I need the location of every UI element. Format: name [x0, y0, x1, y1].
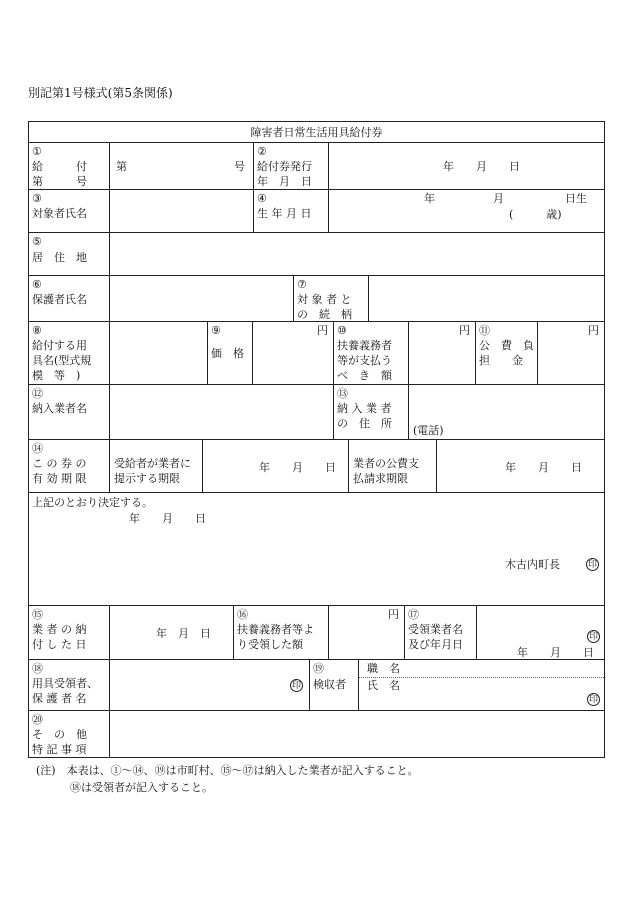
field-text: ⑧ — [32, 324, 42, 337]
field-text: ⑨ — [211, 324, 221, 337]
field-text: ⑪ — [479, 324, 490, 337]
seal-icon: 印 — [291, 681, 301, 691]
field-text: ② — [257, 145, 267, 158]
field-label-delivery-date — [28, 605, 110, 660]
field-public-share[interactable] — [537, 321, 605, 385]
field-label-vendor-name — [28, 384, 110, 440]
field-label-remarks — [28, 710, 110, 758]
field-text: ⑱ — [32, 662, 43, 675]
field-remarks[interactable] — [109, 710, 605, 758]
field-text: ⑰ — [408, 608, 419, 621]
field-text: 業者の公費支 — [353, 457, 419, 470]
field-inspector[interactable] — [358, 659, 605, 711]
field-text: 提示する期限 — [114, 472, 180, 485]
field-label-address — [28, 232, 110, 276]
field-text: 特 記 事 項 — [32, 743, 87, 756]
field-label-presentation-deadline — [109, 439, 203, 493]
field-text: ⑬ — [337, 387, 348, 400]
field-text: 年 月 日 — [259, 461, 336, 474]
field-label-ticket-number — [28, 142, 110, 190]
field-text: 納入業者名 — [32, 402, 87, 415]
field-label-issue-date — [253, 142, 329, 190]
field-label-validity — [28, 439, 110, 493]
decision-section — [28, 492, 605, 606]
field-label-billing-deadline — [348, 439, 437, 493]
field-text: 業 者 の 納 — [32, 623, 87, 636]
field-text: 氏 名 — [367, 679, 400, 692]
field-text: (電話) — [413, 424, 444, 437]
field-label-birth-date — [253, 189, 329, 233]
field-text: 年 月 日 — [257, 175, 312, 188]
field-text: 円 — [317, 324, 328, 337]
field-label-receiving-vendor — [404, 605, 477, 660]
field-text: 円 — [459, 324, 470, 337]
note-line-2: ⑱は受領者が記入すること。 — [70, 781, 213, 794]
field-recipient-name[interactable] — [109, 189, 254, 233]
field-text: 等が支払う — [337, 354, 392, 367]
field-guardian-name[interactable] — [109, 275, 294, 322]
field-text: こ の 券 の — [32, 457, 87, 470]
field-relationship[interactable] — [368, 275, 605, 322]
field-text: 受給者が業者に — [114, 457, 191, 470]
field-text: 年 月 日 — [505, 461, 582, 474]
field-text: ⑤ — [32, 235, 42, 248]
field-text: 円 — [388, 608, 399, 621]
field-presentation-deadline[interactable] — [202, 439, 349, 493]
field-text: ① — [32, 145, 42, 158]
seal-icon: 印 — [588, 632, 598, 642]
field-text: 日生 — [565, 192, 587, 205]
field-text: そ の 他 — [32, 728, 87, 741]
field-text: 年 — [424, 192, 435, 205]
field-text: 用具受領者、 — [32, 677, 98, 690]
field-text: ⑦ — [297, 278, 307, 291]
field-equipment-receiver[interactable] — [109, 659, 310, 711]
field-text: 給付する用 — [32, 339, 87, 352]
field-text: 居 住 地 — [32, 251, 87, 264]
field-text: 対象者氏名 — [32, 207, 87, 220]
field-text: 給付券発行 — [257, 160, 312, 173]
field-birth-date[interactable] — [328, 189, 605, 233]
mayor-title: 木古内町長 — [505, 558, 560, 571]
field-text: ⑥ — [32, 278, 42, 291]
field-label-recipient-name — [28, 189, 110, 233]
field-text: ⑫ — [32, 387, 43, 400]
field-text: 担 金 — [479, 354, 523, 367]
field-receiving-vendor[interactable] — [476, 605, 605, 660]
field-ticket-number[interactable] — [109, 142, 254, 190]
field-text: の 続 柄 — [297, 308, 352, 321]
field-text: べ き 額 — [337, 369, 392, 382]
form-number-label: 別記第1号様式(第5条関係) — [28, 86, 173, 100]
field-text: 付 し た 日 — [32, 638, 87, 651]
field-text: 対 象 者 と — [297, 293, 352, 306]
field-received-amount[interactable] — [328, 605, 405, 660]
field-equipment-name[interactable] — [109, 321, 208, 385]
field-label-equipment-name — [28, 321, 110, 385]
field-text: 扶養義務者等よ — [237, 623, 314, 636]
field-text: 扶養義務者 — [337, 339, 392, 352]
field-text: 及び年月日 — [408, 638, 463, 651]
field-text: 払請求期限 — [353, 472, 408, 485]
seal-icon: 印 — [588, 695, 598, 705]
field-text: ⑲ — [313, 662, 324, 675]
field-vendor-address[interactable] — [408, 384, 605, 440]
field-label-guardian-payment — [333, 321, 409, 385]
field-label-vendor-address — [333, 384, 409, 440]
field-delivery-date[interactable] — [109, 605, 234, 660]
field-text: 保 護 者 名 — [32, 692, 87, 705]
field-text: 生 年 月 日 — [257, 207, 312, 220]
field-text: 号 — [234, 160, 245, 173]
field-label-equipment-receiver — [28, 659, 110, 711]
field-text: ⑳ — [32, 713, 43, 726]
field-text: 給 付 — [32, 160, 87, 173]
field-text: 第 — [116, 160, 127, 173]
field-price[interactable] — [252, 321, 334, 385]
field-text: 公 費 負 — [479, 339, 534, 352]
field-text: ⑭ — [32, 442, 43, 455]
field-label-guardian-name — [28, 275, 110, 322]
field-text: ⑩ — [337, 324, 347, 337]
seal-icon: 印 — [587, 560, 597, 570]
field-text: 円 — [588, 324, 599, 337]
field-guardian-payment[interactable] — [408, 321, 476, 385]
field-text: 価 格 — [211, 347, 244, 360]
field-text: 具名(型式規 — [32, 354, 92, 367]
field-text: ( 歳) — [509, 208, 562, 221]
decision-text: 上記のとおり決定する。 — [32, 496, 153, 509]
field-text: ③ — [32, 192, 42, 205]
field-text: 保護者氏名 — [32, 293, 87, 306]
field-label-received-amount — [233, 605, 329, 660]
field-text: ⑯ — [237, 608, 248, 621]
field-text: 年 月 日 — [443, 160, 520, 173]
field-text: 検収者 — [313, 678, 346, 691]
field-label-inspector — [309, 659, 359, 711]
field-text: ④ — [257, 192, 267, 205]
field-text: 年 月 日 — [156, 627, 211, 640]
field-text: 有 効 期 限 — [32, 472, 87, 485]
field-text: の 住 所 — [337, 417, 392, 430]
field-text: 月 — [493, 192, 504, 205]
field-text: 受領業者名 — [408, 623, 463, 636]
field-text: ⑮ — [32, 608, 43, 621]
field-text: 年 月 日 — [517, 646, 594, 659]
form-title-cell — [28, 121, 605, 143]
field-text: 職 名 — [367, 662, 400, 675]
field-text: 納 入 業 者 — [337, 402, 392, 415]
field-label-public-share — [475, 321, 538, 385]
field-text: 模 等 ) — [32, 369, 81, 382]
field-text: り受領した額 — [237, 638, 303, 651]
note-line-1: (注) 本表は、①〜⑭、⑲は市町村、⑮〜⑰は納入した業者が記入すること。 — [36, 764, 419, 777]
field-billing-deadline[interactable] — [436, 439, 605, 493]
decision-date: 年 月 日 — [129, 512, 206, 525]
field-issue-date[interactable] — [328, 142, 605, 190]
field-text: 第 号 — [32, 175, 87, 188]
field-label-price — [207, 321, 253, 385]
field-address[interactable] — [109, 232, 605, 276]
field-vendor-name[interactable] — [109, 384, 334, 440]
field-label-relationship — [293, 275, 369, 322]
form-title: 障害者日常生活用具給付券 — [250, 126, 383, 139]
